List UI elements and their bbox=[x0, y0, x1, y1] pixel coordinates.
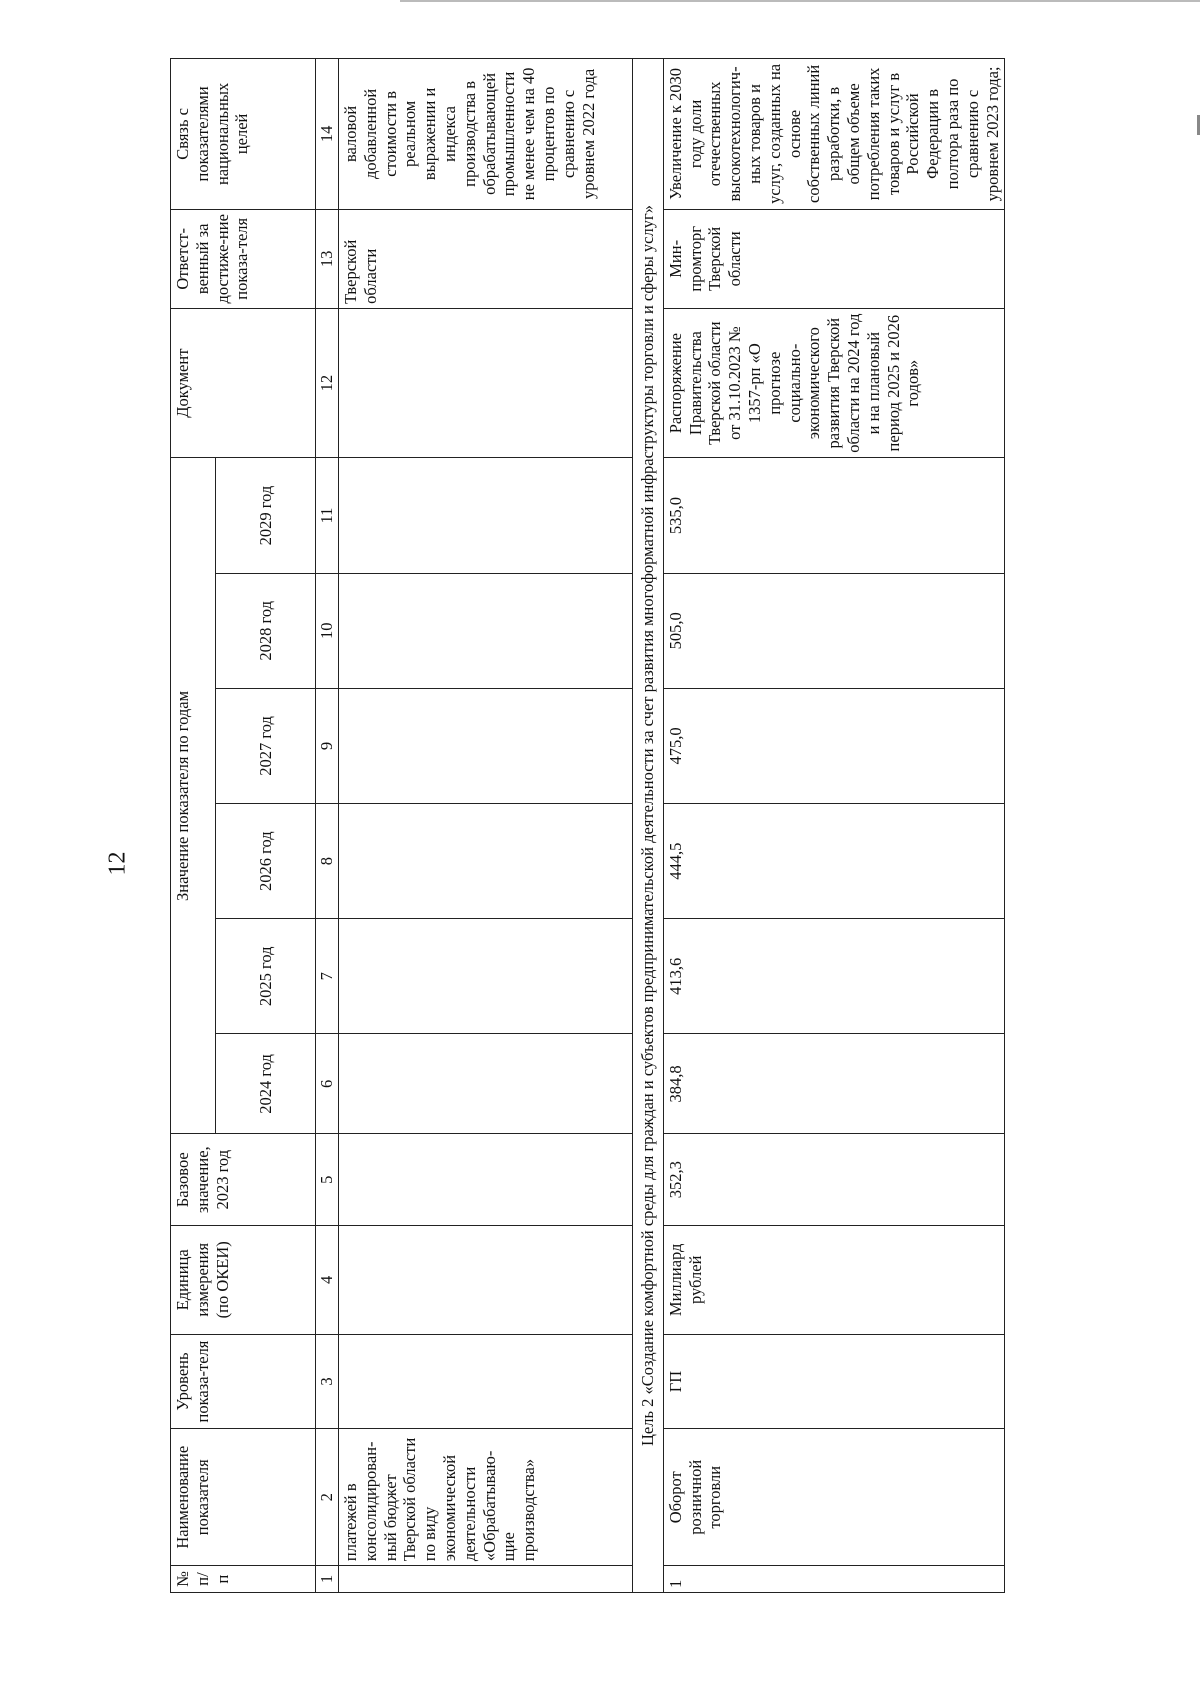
column-number: 11 bbox=[316, 458, 339, 573]
row-level bbox=[339, 1334, 633, 1429]
row-num: 1 bbox=[663, 1566, 1005, 1593]
rotated-table-wrapper bbox=[170, 58, 1198, 1593]
column-number: 1 bbox=[316, 1566, 339, 1593]
column-number: 5 bbox=[316, 1134, 339, 1225]
column-number: 13 bbox=[316, 209, 339, 308]
row-value-2029 bbox=[339, 458, 633, 573]
row-responsible: Мин-промторг Тверской области bbox=[663, 209, 1005, 308]
header-responsible: Ответст-венный за достиже-ние показа-теля bbox=[171, 209, 316, 308]
header-year-2024: 2024 год bbox=[216, 1034, 316, 1134]
goal-title: Цель 2 «Создание комфортной среды для граждан и субъектов предпринимательской деятельности за счет развития многоформатной инфраструктуры торговли и сферы услуг» bbox=[633, 59, 664, 1593]
header-year-2025: 2025 год bbox=[216, 919, 316, 1034]
continued-row bbox=[339, 59, 633, 1593]
column-number: 12 bbox=[316, 308, 339, 458]
header-year-2027: 2027 год bbox=[216, 688, 316, 803]
row-document: Распоряжение Правительства Тверской области от 31.10.2023 № 1357-рп «О прогнозе социально-экономического развития Тверской области на 2024 год и на плановый период 2025 и 2026 годов» bbox=[663, 308, 1005, 458]
header-level: Уровень показа-теля bbox=[171, 1334, 316, 1429]
row-link: Увеличение к 2030 году доли отечественных высокотехнологич-ных товаров и услуг, созданных на основе собственных линий разработки, в общем объеме потребления таких товаров и услуг в Российской Федерации в полтора раза по сравнению с уровнем 2023 года; bbox=[663, 59, 1005, 210]
row-value-2026: 444,5 bbox=[663, 804, 1005, 919]
header-year-2029: 2029 год bbox=[216, 458, 316, 573]
row-document bbox=[339, 308, 633, 458]
row-value-2024 bbox=[339, 1034, 633, 1134]
row-value-2028: 505,0 bbox=[663, 573, 1005, 688]
row-value-2028 bbox=[339, 573, 633, 688]
column-number-row bbox=[316, 59, 339, 1593]
header-values-group: Значение показателя по годам bbox=[171, 458, 216, 1134]
indicators-table bbox=[170, 58, 1005, 1593]
row-value-2025 bbox=[339, 919, 633, 1034]
row-responsible: Тверской области bbox=[339, 209, 633, 308]
row-value-2027: 475,0 bbox=[663, 688, 1005, 803]
row-value-2024: 384,8 bbox=[663, 1034, 1005, 1134]
row-value-2026 bbox=[339, 804, 633, 919]
column-number: 8 bbox=[316, 804, 339, 919]
row-value-2027 bbox=[339, 688, 633, 803]
column-number: 10 bbox=[316, 573, 339, 688]
row-base bbox=[339, 1134, 633, 1225]
row-name: платежей в консолидирован-ный бюджет Тверской области по виду экономической деятельности «Обрабатываю-щие производства» bbox=[339, 1429, 633, 1566]
header-link: Связь с показателями национальных целей bbox=[171, 59, 316, 210]
header-document: Документ bbox=[171, 308, 316, 458]
row-link: валовой добавленной стоимости в реальном выражении и индекса производства в обрабатывающей промышленности не менее чем на 40 процентов по сравнению с уровнем 2022 года bbox=[339, 59, 633, 210]
header-year-2028: 2028 год bbox=[216, 573, 316, 688]
column-number: 7 bbox=[316, 919, 339, 1034]
row-name: Оборот розничной торговли bbox=[663, 1429, 1005, 1566]
row-base: 352,3 bbox=[663, 1134, 1005, 1225]
page-number: 12 bbox=[104, 851, 131, 876]
row-level: ГП bbox=[663, 1334, 1005, 1429]
column-number: 4 bbox=[316, 1225, 339, 1334]
column-number: 14 bbox=[316, 59, 339, 210]
header-base: Базовое значение, 2023 год bbox=[171, 1134, 316, 1225]
scan-edge-mark bbox=[400, 0, 1200, 2]
header-name: Наименование показателя bbox=[171, 1429, 316, 1566]
goal-row bbox=[633, 59, 664, 1593]
column-number: 9 bbox=[316, 688, 339, 803]
table-row bbox=[663, 59, 1005, 1593]
row-unit bbox=[339, 1225, 633, 1334]
header-row-1 bbox=[171, 59, 216, 1593]
header-unit: Единица измерения (по ОКЕИ) bbox=[171, 1225, 316, 1334]
row-value-2025: 413,6 bbox=[663, 919, 1005, 1034]
row-unit: Миллиард рублей bbox=[663, 1225, 1005, 1334]
column-number: 2 bbox=[316, 1429, 339, 1566]
column-number: 6 bbox=[316, 1034, 339, 1134]
header-year-2026: 2026 год bbox=[216, 804, 316, 919]
row-num bbox=[339, 1566, 633, 1593]
row-value-2029: 535,0 bbox=[663, 458, 1005, 573]
header-num: № п/п bbox=[171, 1566, 316, 1593]
column-number: 3 bbox=[316, 1334, 339, 1429]
